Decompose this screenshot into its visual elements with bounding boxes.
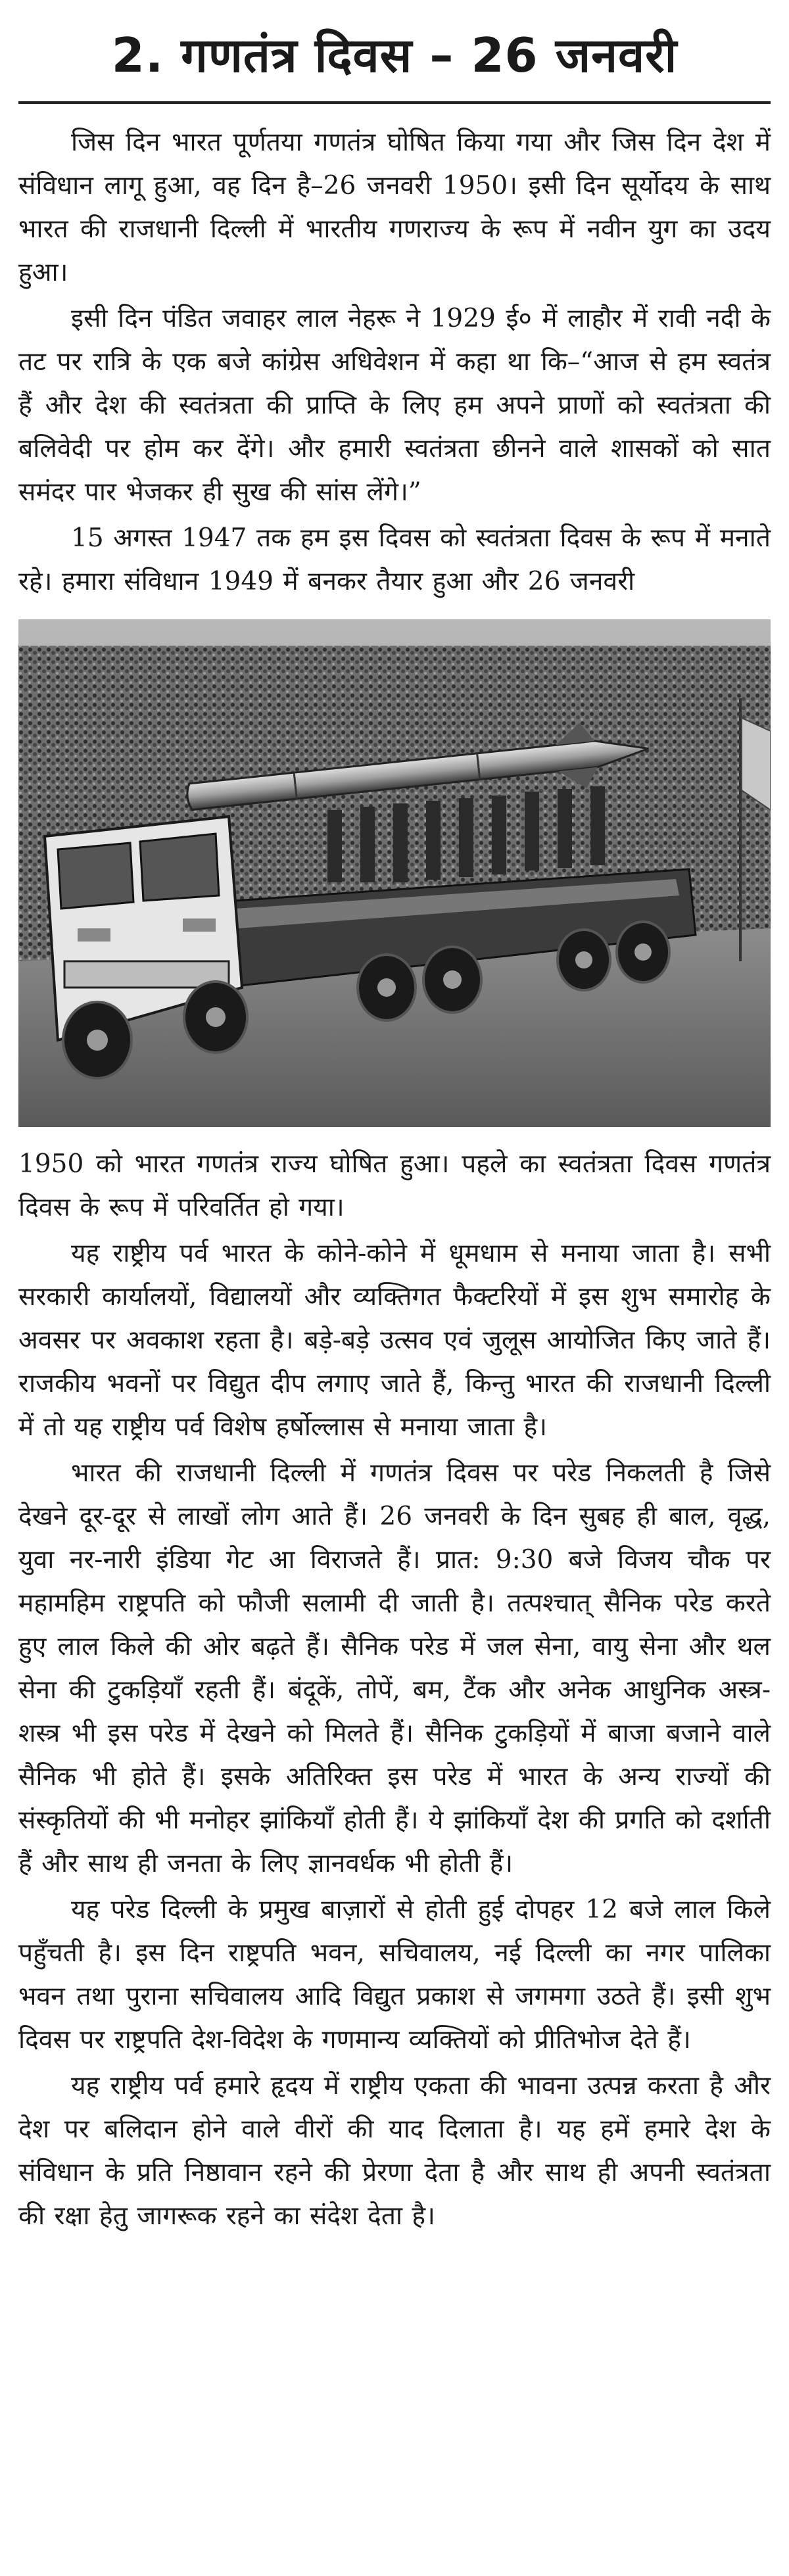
paragraph-7: यह राष्ट्रीय पर्व हमारे हृदय में राष्ट्रीय एकता की भावना उत्पन्न करता है और देश पर बलिदान होने वाले वीरों की याद दिलाता है। यह हमें हमारे देश के संविधान के प्रति निष्ठावान रहने की प्रेरणा देता है और साथ ही अपनी स्वतंत्रता की रक्षा हेतु जागरूक रहने का संदेश देता है। (18, 2071, 771, 2231)
paragraph-5: भारत की राजधानी दिल्ली में गणतंत्र दिवस पर परेड निकलती है जिसे देखने दूर-दूर से लाखों लोग आते हैं। 26 जनवरी के दिन सुबह ही बाल, वृद्ध, युवा नर-नारी इंडिया गेट आ विराजते हैं। प्रात: 9:30 बजे विजय चौक पर महामहिम राष्ट्रपति को फौजी सलामी दी जाती है। तत्पश्चात् सैनिक परेड करते हुए लाल किले की ओर बढ़ते हैं। सैनिक परेड में जल सेना, वायु सेना और थल सेना की टुकड़ियाँ रहती हैं। बंदूकें, तोपें, बम, टैंक और अनेक आधुनिक अस्त्र-शस्त्र भी इस परेड में देखने को मिलते हैं। सैनिक टुकड़ियों में बाजा बजाने वाले सैनिक भी होते हैं। इसके अतिरिक्त इस परेड में भारत के अन्य राज्यों की संस्कृतियों की भी मनोहर झांकियाँ होती हैं। ये झांकियाँ देश की प्रगति को दर्शाती हैं और साथ ही जनता के लिए ज्ञानवर्धक भी होती हैं। (18, 1458, 771, 1878)
paragraph-4: यह राष्ट्रीय पर्व भारत के कोने-कोने में धूमधाम से मनाया जाता है। सभी सरकारी कार्यालयों, विद्यालयों और व्यक्तिगत फैक्टरियों में इस शुभ समारोह के अवसर पर अवकाश रहता है। बड़े-बड़े उत्सव एवं जुलूस आयोजित किए जाते हैं। राजकीय भवनों पर विद्युत दीप लगाए जाते हैं, किन्तु भारत की राजधानी दिल्ली में तो यह राष्ट्रीय पर्व विशेष हर्षोल्लास से मनाया जाता है। (18, 1239, 771, 1442)
page-title: 2. गणतंत्र दिवस – 26 जनवरी (111, 28, 678, 83)
paragraph-3-continued: 1950 को भारत गणतंत्र राज्य घोषित हुआ। पहले का स्वतंत्रता दिवस गणतंत्र दिवस के रूप में परिवर्तित हो गया। (18, 1149, 771, 1222)
paragraph-1: जिस दिन भारत पूर्णतया गणतंत्र घोषित किया गया और जिस दिन देश में संविधान लागू हुआ, वह दिन है–26 जनवरी 1950। इसी दिन सूर्योदय के साथ भारत की राजधानी दिल्ली में भारतीय गणराज्य के रूप में नवीन युग का उदय हुआ। (18, 128, 771, 287)
title-divider (18, 101, 771, 104)
paragraph-3: 15 अगस्त 1947 तक हम इस दिवस को स्वतंत्रता दिवस के रूप में मनाते रहे। हमारा संविधान 1949 में बनकर तैयार हुआ और 26 जनवरी (18, 523, 771, 596)
paragraph-2: इसी दिन पंडित जवाहर लाल नेहरू ने 1929 ई० में लाहौर में रावी नदी के तट पर रात्रि के एक बजे कांग्रेस अधिवेशन में कहा था कि–“आज से हम स्वतंत्र हैं और देश की स्वतंत्रता की प्राप्ति के लिए हम अपने प्राणों को स्वतंत्रता की बलिवेदी पर होम कर देंगे। और हमारी स्वतंत्रता छीनने वाले शासकों को सात समंदर पार भेजकर ही सुख की सांस लेंगे।” (18, 304, 771, 507)
paragraph-6: यह परेड दिल्ली के प्रमुख बाज़ारों से होती हुई दोपहर 12 बजे लाल किले पहुँचती है। इस दिन राष्ट्रपति भवन, सचिवालय, नई दिल्ली का नगर पालिका भवन तथा पुराना सचिवालय आदि विद्युत प्रकाश से जगमगा उठते हैं। इसी शुभ दिवस पर राष्ट्रपति देश-विदेश के गणमान्य व्यक्तियों को प्रीतिभोज देते हैं। (18, 1895, 771, 2055)
parade-missile-photo (18, 619, 771, 1127)
